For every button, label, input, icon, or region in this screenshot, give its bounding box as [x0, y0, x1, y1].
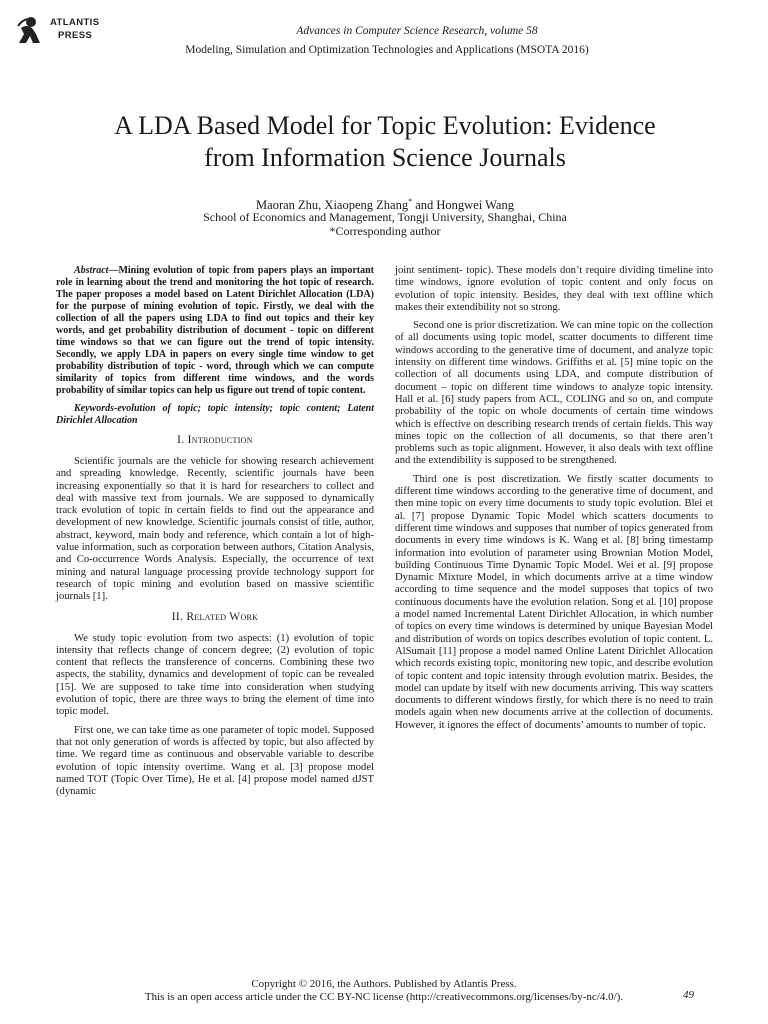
abstract: [56, 265, 374, 397]
introduction-paragraph: Scientific journals are the vehicle for showing research achievement and spreading knowledge. Recently, scientific journals have been increasing exponentially so that it is hard for researchers to collect and deal with massive text from journals. We are supposed to dynamically track evolution of topic in certain fields to find out the appearance and development of new knowledge. Scientific journals consist of title, author, abstract, keyword, main body and reference, which contain a lot of high-value information, such as corporation between authors, Citation Analysis, and Co-occurrence Words Analysis. Especially, the occurrence of text mining and natural language processing provide technology support for research of topic mining and evolution based on massive scientific journals [1].: [56, 456, 374, 603]
right-paragraph-post-discretization: Third one is post discretization. We firstly scatter documents to different time windows according to the generative time of document, and then mine topic on every time documents to study topic evolution. Blei et al. [7] propose Dynamic Topic Model which scatters documents to different time windows and supposes that number of topics generated from documents in every time windows is K. Wang et al. [8] bring timestamp information into evolution of parameter using Brownian Motion Model, building Continuous Time Dynamic Topic Model. Wei et al. [9] propose Dynamic Mixture Model, in which documents arrive at a time window according to time sequence and the model supposes that topics of two continuous documents have the evolution relation. Song et al. [10] propose a model named Incremental Latent Dirichlet Allocation, in which number of topics on every time windows is determined by unique Bayesian Model and distribution of words on topics describes evolution of topic content. L. AlSumait [11] propose a model named Online Latent Dirichlet Allocation which records existing topic, monitoring new topic, and describe evolution of topic content and topic intensity through evolution matrix. Besides, the model can update by itself with new documents arriving. This way scatters documents to different windows firstly, for which there is no need to train models again when new documents arrive at the collection of documents. However, it ignores the effect of documents’ amounts to number of topic.: [395, 473, 713, 731]
title-line-2: from Information Science Journals: [204, 143, 566, 172]
related-work-paragraph-2: First one, we can take time as one parameter of topic model. Supposed that not only generation of words is affected by topic, but also affected by time. We regard time as continuous and observable variable to describe evolution of topic intensity overtime. Wang et al. [3] propose model named TOT (Topic Over Time), He et al. [4] propose model named dJST (dynamic: [56, 724, 374, 798]
journal-header: Advances in Computer Science Research, volume 58: [296, 25, 538, 37]
section-heading-related-work: II. Related Work: [171, 610, 259, 623]
title-line-1: A LDA Based Model for Topic Evolution: Evidence: [114, 111, 656, 140]
atlantis-figure-icon: [16, 16, 42, 44]
left-column: [56, 265, 374, 804]
publisher-line2: PRESS: [58, 30, 93, 41]
right-paragraph-continued: joint sentiment- topic). These models don’t require dividing timeline into time windows, ignore evolution of topic content and only focus on evolution of topic intensity. Besides, they deal with text offline which makes their extendibility not so strong.: [395, 265, 713, 313]
authors-part-b: and Hongwei Wang: [412, 198, 514, 213]
section-heading-introduction: I. Introduction: [177, 434, 253, 446]
corresponding-mark: *: [408, 197, 413, 206]
corresponding-author: *Corresponding author: [329, 224, 441, 238]
proceedings-header: Modeling, Simulation and Optimization Technologies and Applications (MSOTA 2016): [185, 44, 589, 56]
publisher-line1: ATLANTIS: [50, 17, 100, 28]
authors-part-a: Maoran Zhu, Xiaopeng Zhang: [256, 198, 409, 213]
keywords: Keywords-evolution of topic; topic intensity; topic content; Latent Dirichlet Allocation: [56, 403, 374, 426]
abstract-text: —Mining evolution of topic from papers plays an important role in learning about the trend and monitoring the hot topic of research. The paper proposes a model based on Latent Dirichlet Allocation (LDA) for the purpose of mining evolution of topic. Firstly, we deal with the collection of all the papers using LDA to find out topics and their key words, and get probability distribution of document - topic on different time windows so that we can figure out the trend of topic intensity. Secondly, we apply LDA in papers on every single time window to get probability distribution of topic - word, through which we can compute similarity of topics from different time windows, and the words probability of similar topics can help us figure out trend of topic content.: [56, 265, 374, 396]
license-notice: This is an open access article under the CC BY-NC license (http://creativecommons.org/licenses/by-nc/4.0/).: [144, 991, 624, 1003]
affiliation: School of Economics and Management, Tongji University, Shanghai, China: [203, 210, 567, 224]
right-column: [395, 265, 713, 738]
paper-title: [40, 110, 730, 174]
page-footer: [100, 978, 668, 1004]
atlantis-press-logo: [14, 12, 104, 46]
abstract-lead: Abstract: [74, 265, 109, 276]
publisher-name: [50, 16, 99, 42]
right-paragraph-prior-discretization: Second one is prior discretization. We can mine topic on the collection of all documents using topic model, scatter documents to different time windows according to the generative time of document, and analyze topic intensity on different time windows. Griffiths et al. [5] mine topic on the collection of all documents using LDA, and compute distribution of document – topic on different time windows to analyze topic intensity. Hall et al. [6] study papers from ACL, COLING and so on, and compute probability of the topic on whole documents of certain time windows which is effective on describing research trends of certain fields. This way mines topic on the collection of all documents, so that there aren’t problems such as topic alignment. However, it also deals with text offline and the extendibility is supposed to be strengthened.: [395, 320, 713, 467]
copyright-notice: Copyright © 2016, the Authors. Published by Atlantis Press.: [251, 978, 517, 990]
related-work-paragraph-1: We study topic evolution from two aspects: (1) evolution of topic intensity that reflects change of concern degree; (2) evolution of topic content that reflects the transference of concerns. Combining these two aspects, the stability, dynamics and development of topic can be revealed [15]. We are supposed to take time into consideration when studying evolution of topic, there are three ways to bring the element of time into topic model.: [56, 632, 374, 718]
page-number: 49: [683, 989, 694, 1001]
